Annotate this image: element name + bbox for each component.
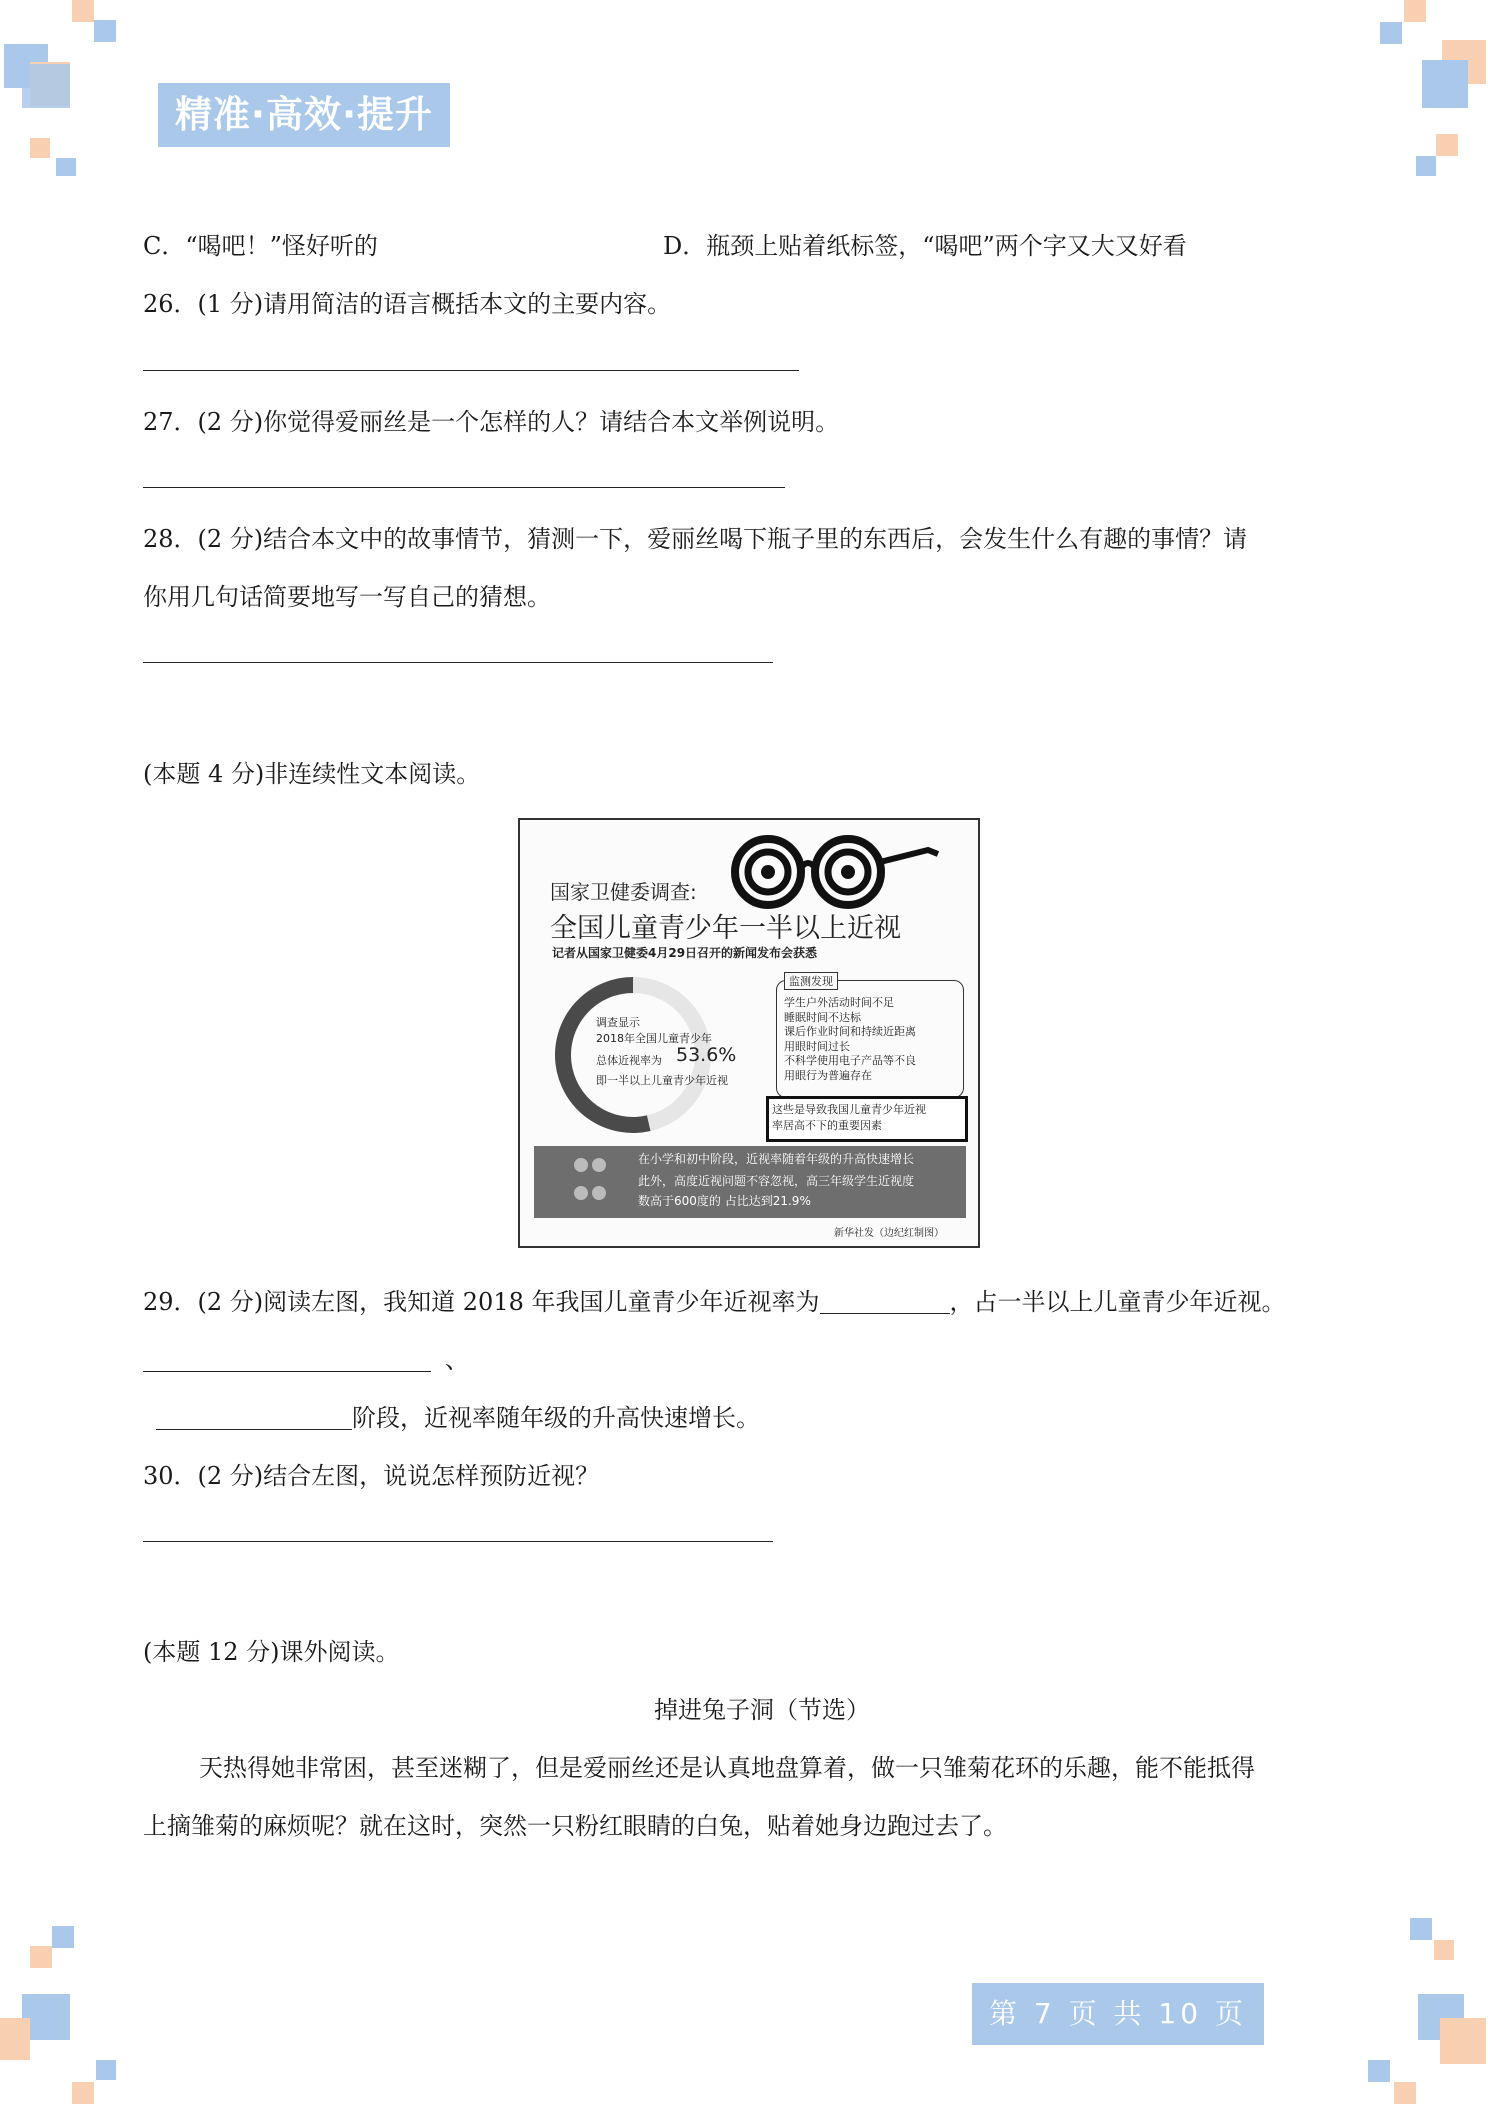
question-30: 30．(2 分)结合左图，说说怎样预防近视？ [143, 1462, 600, 1490]
story-title: 掉进兔子洞（节选） [654, 1696, 870, 1724]
band-dot-icon [592, 1186, 606, 1200]
conclusion-line-1: 这些是导致我国儿童青少年近视 [772, 1103, 926, 1116]
monitor-item: 课后作业时间和持续近距离 [784, 1025, 916, 1038]
question-27: 27．(2 分)你觉得爱丽丝是一个怎样的人？请结合本文举例说明。 [143, 408, 840, 436]
poster-info-band [534, 1146, 966, 1218]
monitor-item: 不科学使用电子产品等不良 [784, 1054, 916, 1067]
glasses-icon [728, 832, 978, 912]
conclusion-line-2: 率居高不下的重要因素 [772, 1119, 882, 1132]
band-dot-icon [574, 1186, 588, 1200]
ring-text-3: 总体近视率为 [596, 1054, 662, 1067]
story-paragraph-line-1: 天热得她非常困，甚至迷糊了，但是爱丽丝还是认真地盘算着，做一只雏菊花环的乐趣，能不能抵得 [199, 1754, 1255, 1782]
page-number: 第 7 页 共 10 页 [972, 1983, 1264, 2045]
band-line-1: 在小学和初中阶段，近视率随着年级的升高快速增长 [638, 1152, 915, 1166]
monitor-list [784, 996, 916, 1083]
myopia-poster [518, 818, 980, 1248]
question-29-line-3 [156, 1398, 760, 1433]
poster-heading-big: 全国儿童青少年一半以上近视 [550, 913, 901, 944]
story-paragraph-line-2: 上摘雏菊的麻烦呢？就在这时，突然一只粉红眼睛的白兔，贴着她身边跑过去了。 [143, 1812, 1007, 1840]
answer-blank-29-rate[interactable] [820, 1313, 950, 1314]
monitor-item: 睡眠时间不达标 [784, 1010, 861, 1024]
section-heading-extra-reading: (本题 12 分)课外阅读。 [143, 1638, 400, 1666]
poster-source-line: 记者从国家卫健委4月29日召开的新闻发布会获悉 [552, 946, 818, 960]
band-dot-icon [592, 1158, 606, 1172]
header-banner: 精准·高效·提升 [158, 83, 450, 147]
question-29-line-2 [143, 1340, 469, 1375]
question-29-text-a: 29．(2 分)阅读左图，我知道 2018 年我国儿童青少年近视率为 [143, 1288, 820, 1316]
answer-blank-29-stage-2[interactable] [156, 1429, 352, 1430]
band-line-2: 此外，高度近视问题不容忽视，高三年级学生近视度 [638, 1174, 915, 1188]
answer-blank-30[interactable] [143, 1541, 773, 1542]
ring-value: 53.6% [676, 1044, 737, 1066]
answer-blank-28[interactable] [143, 662, 773, 663]
poster-heading-small: 国家卫健委调查: [550, 880, 697, 904]
monitor-item: 用眼行为普遍存在 [784, 1068, 872, 1082]
band-line-3: 数高于600度的 占比达到21.9% [638, 1194, 811, 1208]
ring-text-2: 2018年全国儿童青少年 [596, 1032, 712, 1045]
monitor-title: 监测发现 [784, 972, 838, 990]
answer-blank-26[interactable] [143, 370, 799, 371]
option-d: D．瓶颈上贴着纸标签，“喝吧”两个字又大又好看 [663, 232, 1187, 260]
answer-blank-29-stage-1[interactable] [143, 1371, 431, 1372]
question-28-line-1: 28．(2 分)结合本文中的故事情节，猜测一下，爱丽丝喝下瓶子里的东西后，会发生什么有趣的事情？请 [143, 525, 1248, 553]
poster-credit: 新华社发（边纪红制图） [834, 1228, 944, 1239]
question-26: 26．(1 分)请用简洁的语言概括本文的主要内容。 [143, 290, 672, 318]
question-29-separator: 、 [445, 1346, 469, 1374]
band-dot-icon [574, 1158, 588, 1172]
question-28-line-2: 你用几句话简要地写一写自己的猜想。 [143, 583, 551, 611]
ring-text-4: 即一半以上儿童青少年近视 [596, 1074, 728, 1087]
question-29-line-1 [143, 1282, 1286, 1317]
question-29-text-c: 阶段，近视率随年级的升高快速增长。 [352, 1404, 760, 1432]
section-heading-nonlinear: (本题 4 分)非连续性文本阅读。 [143, 760, 481, 788]
option-c: C．“喝吧！”怪好听的 [143, 232, 378, 260]
monitor-item: 学生户外活动时间不足 [784, 996, 894, 1009]
monitor-item: 用眼时间过长 [784, 1039, 850, 1053]
ring-text-1: 调查显示 [596, 1016, 640, 1029]
answer-blank-27[interactable] [143, 487, 785, 488]
question-29-text-b: ，占一半以上儿童青少年近视。 [949, 1288, 1286, 1316]
